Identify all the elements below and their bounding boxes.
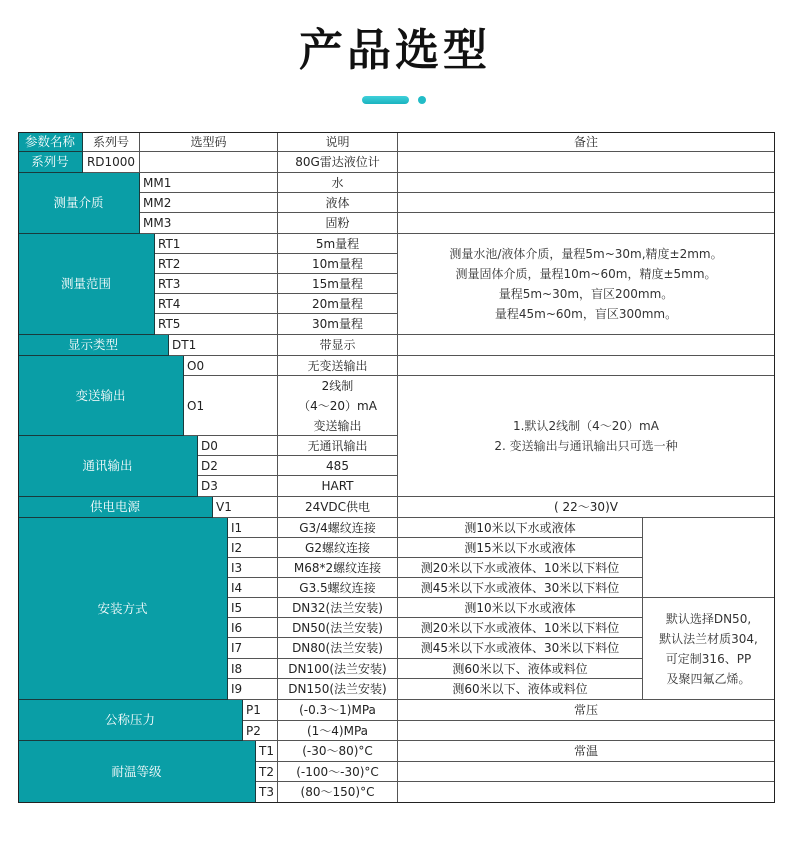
range-desc-4: 20m量程 xyxy=(278,294,398,314)
install-desc-3: M68*2螺纹连接 xyxy=(278,558,398,578)
medium-code-3: MM3 xyxy=(140,213,278,234)
install-note-7: 测45米以下水或液体、30米以下料位 xyxy=(398,638,643,659)
range-note xyxy=(398,234,775,335)
display-code: DT1 xyxy=(169,335,278,356)
temp-desc-3: (80～150)°C xyxy=(278,782,398,803)
install-note-9: 测60米以下、液体或料位 xyxy=(398,679,643,700)
pressure-note-1: 常压 xyxy=(398,700,775,721)
series-value: RD1000 xyxy=(83,152,140,173)
range-code-3: RT3 xyxy=(155,274,278,294)
header-series: 系列号 xyxy=(83,132,140,152)
install-side-note-line-2: 默认法兰材质304, xyxy=(659,631,758,646)
install-desc-6: DN50(法兰安装) xyxy=(278,618,398,638)
header-note: 备注 xyxy=(398,132,775,152)
install-note-1: 测10米以下水或液体 xyxy=(398,518,643,538)
install-note-3: 测20米以下水或液体、10米以下料位 xyxy=(398,558,643,578)
medium-desc-1: 水 xyxy=(278,173,398,193)
install-desc-2: G2螺纹连接 xyxy=(278,538,398,558)
install-label: 安装方式 xyxy=(18,518,228,700)
temp-desc-2: (-100～-30)°C xyxy=(278,762,398,782)
medium-desc-3: 固粉 xyxy=(278,213,398,234)
pressure-desc-1: (-0.3～1)MPa xyxy=(278,700,398,721)
temp-code-3: T3 xyxy=(256,782,278,803)
series-code-empty xyxy=(140,152,278,173)
series-desc: 80G雷达液位计 xyxy=(278,152,398,173)
temp-desc-1: (-30～80)°C xyxy=(278,741,398,762)
install-desc-1: G3/4螺纹连接 xyxy=(278,518,398,538)
install-code-8: I8 xyxy=(228,659,278,679)
pressure-code-1: P1 xyxy=(243,700,278,721)
pressure-note-2 xyxy=(398,721,775,741)
range-label: 测量范围 xyxy=(18,234,155,335)
install-desc-5: DN32(法兰安装) xyxy=(278,598,398,618)
install-desc-4: G3.5螺纹连接 xyxy=(278,578,398,598)
display-label: 显示类型 xyxy=(18,335,169,356)
output-comm-note-line-1: 1.默认2线制（4～20）mA xyxy=(513,419,659,433)
output-comm-note xyxy=(398,376,775,497)
range-note-line-1: 测量水池/液体介质，量程5m~30m,精度±2mm。 xyxy=(449,247,723,261)
install-note-8: 测60米以下、液体或料位 xyxy=(398,659,643,679)
range-desc-2: 10m量程 xyxy=(278,254,398,274)
comm-desc-3: HART xyxy=(278,476,398,497)
install-code-9: I9 xyxy=(228,679,278,700)
temp-note-1: 常温 xyxy=(398,741,775,762)
install-side-note-line-3: 可定制316、PP xyxy=(665,651,752,666)
series-note-empty xyxy=(398,152,775,173)
temp-note-2 xyxy=(398,762,775,782)
display-note xyxy=(398,335,775,356)
medium-note-3 xyxy=(398,213,775,234)
range-code-5: RT5 xyxy=(155,314,278,335)
output-code-0: O0 xyxy=(184,356,278,376)
comm-desc-0: 无通讯输出 xyxy=(278,436,398,456)
install-desc-9: DN150(法兰安装) xyxy=(278,679,398,700)
pressure-code-2: P2 xyxy=(243,721,278,741)
comm-code-0: D0 xyxy=(198,436,278,456)
display-desc: 带显示 xyxy=(278,335,398,356)
range-desc-5: 30m量程 xyxy=(278,314,398,335)
install-note-6: 测20米以下水或液体、10米以下料位 xyxy=(398,618,643,638)
medium-note-2 xyxy=(398,193,775,213)
range-code-2: RT2 xyxy=(155,254,278,274)
decor-dot xyxy=(418,96,426,104)
output-desc-1 xyxy=(278,376,398,436)
pressure-desc-2: (1～4)MPa xyxy=(278,721,398,741)
medium-note-1 xyxy=(398,173,775,193)
range-note-line-4: 量程45m~60m，盲区300mm。 xyxy=(494,307,678,321)
power-code: V1 xyxy=(213,497,278,518)
temp-code-2: T2 xyxy=(256,762,278,782)
power-label: 供电电源 xyxy=(18,497,213,518)
output-desc-1-line-2: （4～20）mA xyxy=(298,398,377,413)
install-note-5: 测10米以下水或液体 xyxy=(398,598,643,618)
output-label: 变送输出 xyxy=(18,356,184,436)
page-title: 产品选型 xyxy=(299,25,491,76)
output-comm-note-line-2: 2. 变送输出与通讯输出只可选一种 xyxy=(494,439,678,453)
install-note-4: 测45米以下水或液体、30米以下料位 xyxy=(398,578,643,598)
header-code: 选型码 xyxy=(140,132,278,152)
decor-bar xyxy=(362,96,409,104)
temp-code-1: T1 xyxy=(256,741,278,762)
power-desc: 24VDC供电 xyxy=(278,497,398,518)
output-desc-1-line-3: 变送输出 xyxy=(313,418,362,433)
install-code-6: I6 xyxy=(228,618,278,638)
comm-code-2: D2 xyxy=(198,456,278,476)
range-note-line-2: 测量固体介质，量程10m~60m，精度±5mm。 xyxy=(455,267,717,281)
temp-label: 耐温等级 xyxy=(18,741,256,803)
install-code-2: I2 xyxy=(228,538,278,558)
install-side-note xyxy=(643,598,775,700)
range-code-4: RT4 xyxy=(155,294,278,314)
install-desc-7: DN80(法兰安装) xyxy=(278,638,398,659)
install-code-1: I1 xyxy=(228,518,278,538)
power-note: ( 22～30)V xyxy=(398,497,775,518)
install-side-note-line-4: 及聚四氟乙烯。 xyxy=(666,671,751,686)
install-code-7: I7 xyxy=(228,638,278,659)
comm-code-3: D3 xyxy=(198,476,278,497)
pressure-label: 公称压力 xyxy=(18,700,243,741)
install-code-4: I4 xyxy=(228,578,278,598)
range-code-1: RT1 xyxy=(155,234,278,254)
medium-label: 测量介质 xyxy=(18,173,140,234)
series-label: 系列号 xyxy=(18,152,83,173)
medium-desc-2: 液体 xyxy=(278,193,398,213)
temp-note-3 xyxy=(398,782,775,803)
header-param: 参数名称 xyxy=(18,132,83,152)
comm-label: 通讯输出 xyxy=(18,436,198,497)
output-code-1: O1 xyxy=(184,376,278,436)
install-code-5: I5 xyxy=(228,598,278,618)
install-desc-8: DN100(法兰安装) xyxy=(278,659,398,679)
install-side-note-top-empty xyxy=(643,518,775,598)
medium-code-2: MM2 xyxy=(140,193,278,213)
output-note-0 xyxy=(398,356,775,376)
install-note-2: 测15米以下水或液体 xyxy=(398,538,643,558)
range-desc-1: 5m量程 xyxy=(278,234,398,254)
install-side-note-line-1: 默认选择DN50, xyxy=(665,611,752,626)
output-desc-0: 无变送输出 xyxy=(278,356,398,376)
range-desc-3: 15m量程 xyxy=(278,274,398,294)
install-code-3: I3 xyxy=(228,558,278,578)
header-desc: 说明 xyxy=(278,132,398,152)
range-note-line-3: 量程5m~30m，盲区200mm。 xyxy=(498,287,674,301)
comm-desc-2: 485 xyxy=(278,456,398,476)
medium-code-1: MM1 xyxy=(140,173,278,193)
output-desc-1-line-1: 2线制 xyxy=(321,378,354,393)
